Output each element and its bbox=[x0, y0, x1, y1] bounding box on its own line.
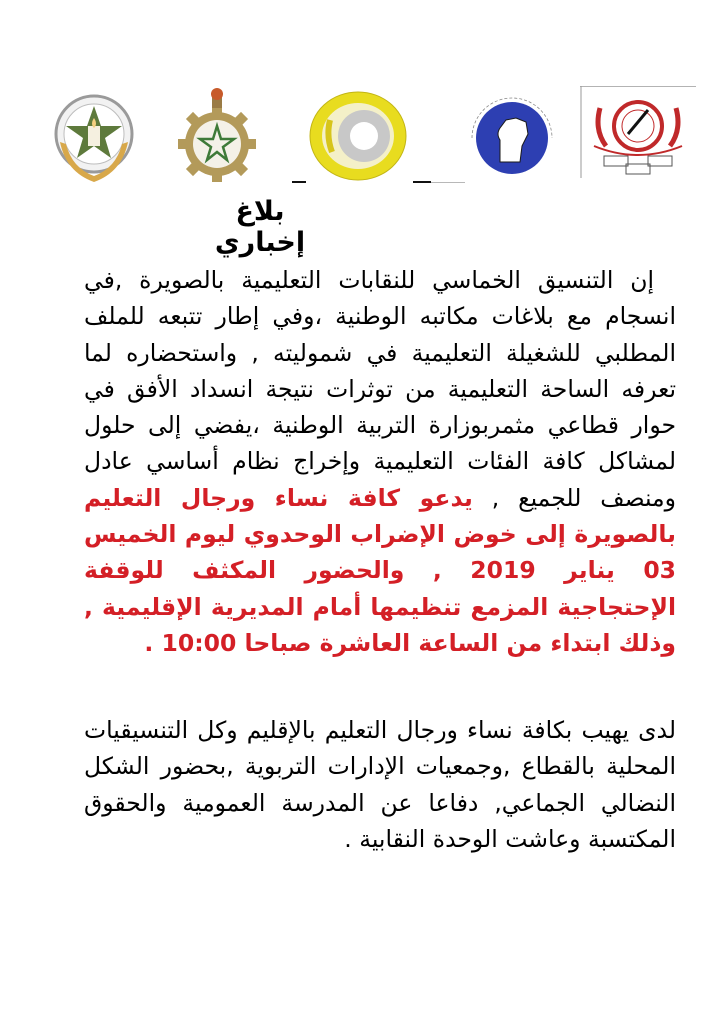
divider-line bbox=[431, 182, 465, 183]
announcement-paragraph bbox=[84, 262, 676, 661]
snl-logo bbox=[580, 86, 696, 182]
strike-call-text: يدعو كافة نساء ورجال التعليم بالصويرة إلى خوض الإضراب الوحدوي ليوم الخميس 03 يناير 2019 , والحضور المكثف للوقفة الإحتجاجية المزمع تنظيمها أمام المديرية الإقليمية , وذلك ابتداء من الساعة العاشرة صباحا 10:00 . bbox=[84, 483, 677, 657]
divider-dash bbox=[292, 181, 306, 183]
raised-fist-icon bbox=[460, 90, 564, 186]
gear-wheat-icon bbox=[580, 86, 696, 182]
star-emblem-icon bbox=[52, 92, 136, 186]
fne-logo bbox=[460, 90, 564, 186]
cdt-logo bbox=[308, 90, 408, 182]
ugtm-logo bbox=[176, 88, 258, 184]
divider-dash bbox=[413, 181, 431, 183]
unmt-logo bbox=[52, 92, 136, 186]
appeal-paragraph: لدى يهيب بكافة نساء ورجال التعليم بالإقليم وكل التنسيقيات المحلية بالقطاع ,وجمعيات الإدارات التربوية ,بحضور الشكل النضالي الجماعي, دفاعا عن المدرسة العمومية والحقوق المكتسبة وعاشت الوحدة النقابية . bbox=[84, 716, 676, 853]
context-text: إن التنسيق الخماسي للنقابات التعليمية بالصويرة ,في انسجام مع بلاغات مكاتبه الوطنية ،وفي إطار تتبعه للملف المطلبي للشغيلة التعليمية في شموليته , واستحضاره لما تعرفه الساحة التعليمية من توثرات نتيجة انسداد الأفق في حوار قطاعي مثمربوزارة التربية الوطنية ،يفضي إلى حلول لمشاكل كافة الفئات التعليمية وإخراج نظام أساسي عادل ومنصف للجميع , bbox=[84, 266, 676, 512]
gear-ring-icon bbox=[308, 90, 408, 182]
document-title: بلاغ إخباري bbox=[214, 196, 306, 258]
gear-torch-icon bbox=[176, 88, 258, 184]
